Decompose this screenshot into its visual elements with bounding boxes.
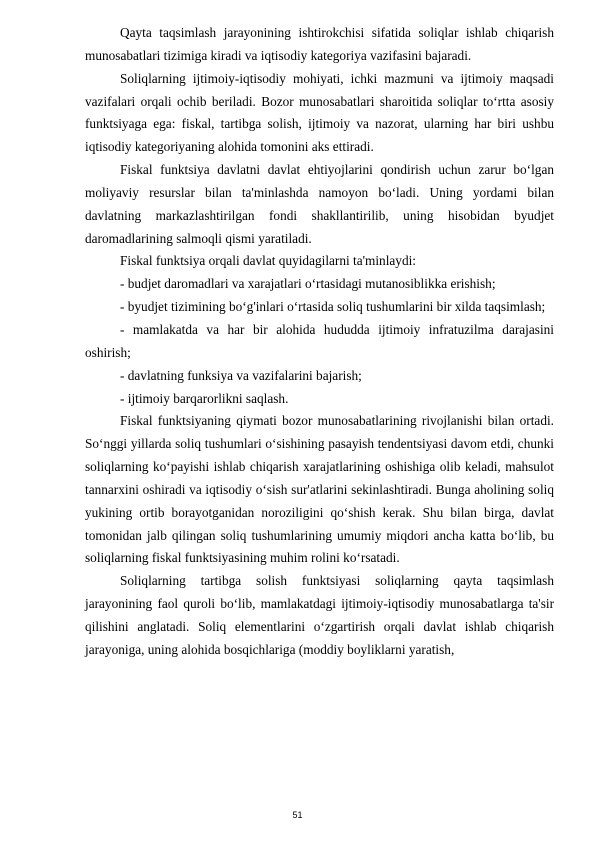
- paragraph: Soliqlarning ijtimoiy-iqtisodiy mohiyati, ichki mazmuni va ijtimoiy maqsadi vazifalari orqali ochib beriladi. Bozor munosabatlari sharoitida soliqlar to‘rtta asosiy funktsiyaga ega: fiskal, tartibga solish, ijtimoiy va nazorat, ularning har biri ushbu iqtisodiy kategoriyaning alohida tomonini aks ettiradi.: [85, 70, 554, 155]
- paragraph: Fiskal funktsiya davlatni davlat ehtiyojlarini qondirish uchun zarur bo‘lgan moliyaviy resurslar bilan ta'minlashda namoyon bo‘ladi. Uning yordami bilan davlatning markazlashtirilgan fondi shakllantirilib, uning hisobidan byudjet daromadlarining salmoqli qismi yaratiladi.: [85, 162, 554, 246]
- paragraph: Soliqlarning tartibga solish funktsiyasi soliqlarning qayta taqsimlash jarayonining faol quroli bo‘lib, mamlakatdagi ijtimoiy-iqtisodiy munosabatlarga ta'sir qilishini anglatadi. Soliq elementlarini o‘zgartirish orqali davlat ishlab chiqarish jarayoniga, uning alohida bosqichlariga (moddiy boyliklarni yaratish,: [85, 573, 554, 657]
- paragraph: Fiskal funktsiya orqali davlat quyidagilarni ta'minlaydi:: [120, 253, 416, 269]
- list-item: - budjet daromadlari va xarajatlari o‘rtasidagi mutanosiblikka erishish;: [120, 276, 496, 292]
- list-item: - davlatning funksiya va vazifalarini bajarish;: [120, 367, 362, 383]
- paragraph: Qayta taqsimlash jarayonining ishtirokchisi sifatida soliqlar ishlab chiqarish munosabatlari tizimiga kiradi va iqtisodiy kategoriya vazifasini bajaradi.: [85, 25, 554, 63]
- page-number: 51: [292, 810, 303, 820]
- list-item: - ijtimoiy barqarorlikni saqlash.: [120, 390, 289, 406]
- list-item: - byudjet tizimining bo‘g'inlari o‘rtasida soliq tushumlarini bir xilda taqsimlash;: [120, 299, 546, 315]
- paragraph: Fiskal funktsiyaning qiymati bozor munosabatlarining rivojlanishi bilan ortadi. So‘nggi yillarda soliq tushumlari o‘sishining pasayish tendentsiyasi davom etdi, chunki soliqlarning ko‘payishi ishlab chiqarish xarajatlarining oshishiga olib keladi, mahsulot tannarxini oshiradi va iqtisodiy o‘sish sur'atlarini sekinlashtiradi. Bunga aholining soliq yukining ortib borayotganidan noroziligini qo‘shish kerak. Shu bilan birga, davlat tomonidan jalb qilingan soliq tushumlarining umumiy miqdori ancha katta bo‘lib, bu soliqlarning fiskal funktsiyasining muhim rolini ko‘rsatadi.: [85, 413, 554, 566]
- body-text: [85, 22, 554, 662]
- list-item: - mamlakatda va har bir alohida hududda ijtimoiy infratuzilma darajasini oshirish;: [85, 321, 554, 360]
